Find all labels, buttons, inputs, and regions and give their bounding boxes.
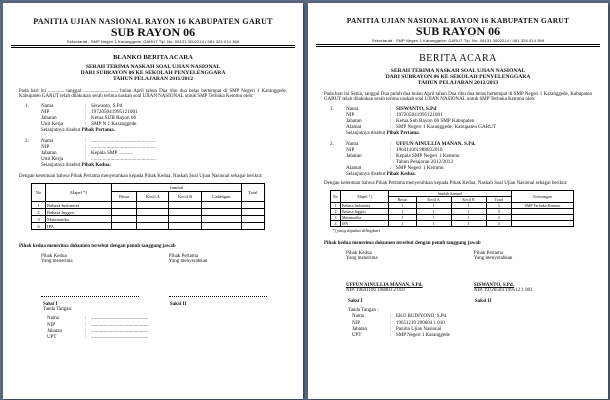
received-statement: Pihak kedua menerima dokumen tersebut dengan penuh tanggung jawab <box>19 244 176 249</box>
table-row: 3 Matematika 1 1 1 3 <box>331 215 574 221</box>
party-two-note: Selanjutnya disebut Pihak Kedua. <box>346 172 416 178</box>
document-page-left <box>3 3 303 399</box>
title-line: TAHUN PELAJARAN 2012/2013 <box>417 80 499 87</box>
party-one-details: Nama : Siswanto, S.Pd NIP : 197205041995121001 Jabatan : Ketua SUB Rayon 06 Unit Kerja : SMP N 1 Karanggede <box>41 103 138 128</box>
table-row: 2 Bahasa Inggris 1 1 1 3 <box>331 209 574 215</box>
party-one-note: Selanjutnya disebut Pihak Pertama. <box>346 131 420 137</box>
title-line: DARI SUBRAYON 06 KE SEKOLAH PENYELENGGARA <box>385 74 531 81</box>
party-number: 1. <box>25 103 29 110</box>
title-line: TAHUN PELAJARAN 2011/2012 <box>112 76 194 83</box>
title-line: SERAH TERIMA NASKAH SOAL UJIAN NASIONAL <box>390 68 526 74</box>
header-address: Sekretariat : SMP Negeri 1 Karanggede, GARUT Tlp. No. 08131 3002214 / 081 326 014 369 <box>371 38 545 43</box>
table-row: 1 Bahasa Indonesia <box>32 202 265 209</box>
table-row: 2 Bahasa Inggris <box>32 209 265 216</box>
signature-block: Pihak Kedua Yang menerima UFFUN AINULLIA MANAN, S.Pd. NIP. 19641106 198803 2 010 Pihak Pertama Yang menyerahkan SISWANTO, S.Pd. NIP. 19720504 199512 1 001 <box>346 251 592 293</box>
received-statement: Pihak kedua menerima dokumen tersebut dengan penuh tanggung jawab <box>324 241 481 246</box>
table-intro: Dengan ketentuan bahwa Pihak Pertama menyerahkan kepada Pihak Kedua, Naskah Soal Ujian Nasional sebagai berikut: <box>324 181 568 187</box>
table-footnote: *) yang dipakai dilingkari <box>332 228 381 233</box>
signature-block: Pihak Kedua Yang menerima Pihak Pertama Yang menyerahkan <box>41 254 287 297</box>
party-two-note: Selanjutnya disebut Pihak Kedua. <box>41 163 111 169</box>
table-row: 4 IPA <box>32 223 265 230</box>
header-rule <box>11 45 295 48</box>
party-number: 2. <box>25 138 29 145</box>
party-two-details: Nama : .................................................. NIP : .................................................. Jabatan : Kepala SMP ........... Unit Kerja : .................................................. <box>41 138 156 163</box>
exam-table: No Mapel *) Jumlah Total Besar Kecil A Kecil B Cadangan 1 Bahasa Indonesia 2 Bahasa Inggris 3 Matematika 4 IPA <box>31 183 265 230</box>
party-number: 2. <box>330 141 334 148</box>
title-line: DARI SUBRAYON 06 KE SEKOLAH PENYELENGGARA <box>80 70 226 77</box>
table-row: 4 IPA 1 1 1 3 <box>331 221 574 227</box>
party-two-details: Nama : UFFUN AINULLIA MANAN, S.Pd. NIP : 196411061988032010 Jabatan : Kepala SMP Negeri 1 Kemmu Tahun Pelajaran 2012/2013 Alamat : SMP Negeri 1 Kemmu <box>346 141 476 172</box>
intro-paragraph: Pada hari ini ............. tanggal ............................ bulan April tahun Dua ribu dua belas bertempat di SMP Negeri 1 Karanggede, Kabupaten GARUT telah dilakukan serah terima naskah soal UJIAN NASIONAL untuk SMP Terbuka Kemmu oleh: <box>19 88 287 100</box>
table-row: 3 Matematika <box>32 216 265 223</box>
table-row: 1 Bahasa Indonesia 1 1 1 3 SMP Terbuka Kemmu <box>331 203 574 209</box>
table-intro: Dengan ketentuan bahwa Pihak Pertama menyerahkan kepada Pihak Kedua, Naskah Soal Ujian Nasional sebagai berikut: <box>19 174 263 180</box>
header-address: Sekretariat : SMP Negeri 1 Karanggede, GARUT Tlp. No. 08131 3002214 / 081 326 014 369 <box>66 39 240 44</box>
header-title: PANITIA UJIAN NASIONAL RAYON 16 KABUPATEN GARUT <box>33 17 273 26</box>
party-one-details: Nama : SISWANTO, S.Pd NIP : 197205041995121001 Jabatan : Ketua Sub Rayon 06 SMP Kabupaten Alamat : SMP Negeri 1 Karanggede, Kabupaten GARUT <box>346 106 497 131</box>
witness-block: Saksi I Saksi II <box>43 301 187 307</box>
doc-title: BERITA ACARA <box>419 53 497 64</box>
party-number: 1. <box>330 106 334 113</box>
witness-signature-label: Tanda Tangan : <box>348 307 379 313</box>
signer-name: UFFUN AINULLIA MANAN, S.Pd. <box>346 282 423 288</box>
doc-title: BLANKO BERITA ACARA <box>113 54 193 61</box>
header-title: PANITIA UJIAN NASIONAL RAYON 16 KABUPATEN GARUT <box>346 16 570 25</box>
signer-name: SISWANTO, S.Pd. <box>473 282 514 288</box>
witness-block: Saksi I Saksi II <box>348 298 492 304</box>
document-page-right <box>308 3 608 399</box>
title-line: SERAH TERIMA NASKAH SOAL UJIAN NASIONAL <box>85 64 221 70</box>
witness-details: Nama : EKO BUDIYONO, S.Pd. NIP : 19651210 200604 1 010 Jabatan : Panitia Ujian Nasional UPT : SMP Negeri 1 Karanggede <box>352 314 450 339</box>
party-one-note: Selanjutnya disebut Pihak Pertama. <box>41 128 115 134</box>
header-subrayon: SUB RAYON 06 <box>110 25 196 39</box>
header-rule <box>316 44 600 47</box>
witness-signature-label: Tanda Tangan: <box>43 306 73 312</box>
header-subrayon: SUB RAYON 06 <box>415 24 501 38</box>
intro-paragraph: Pada hari ini Senin, tanggal Dua puluh dua bulan April tahun Dua ribu dua belas bertempat di SMP Negeri 1 Karanggede, Kabupaten GARUT telah dilakukan serah terima naskah soal UJIAN NASIONAL untuk SMP Terbuka Kemmu oleh: <box>324 91 592 103</box>
signer-nip: NIP. 19720504 199512 1 001 <box>473 287 533 293</box>
witness-details: Nama : .............................................. NIP : .............................................. Jabatan : .............................................. UPT : .............................................. <box>47 316 149 341</box>
signer-nip: NIP. 19641106 198803 2 010 <box>346 287 405 293</box>
exam-table: No Mapel *) Jumlah Sampul Keterangan Besar Kecil A Kecil B Total 1 Bahasa Indonesia 1 1 1 3 SMP Terbuka Kemmu 2 Bahasa Inggris 1 1 1 3 3 Matematika 1 1 1 3 4 IPA 1 1 1 3 <box>330 190 574 227</box>
